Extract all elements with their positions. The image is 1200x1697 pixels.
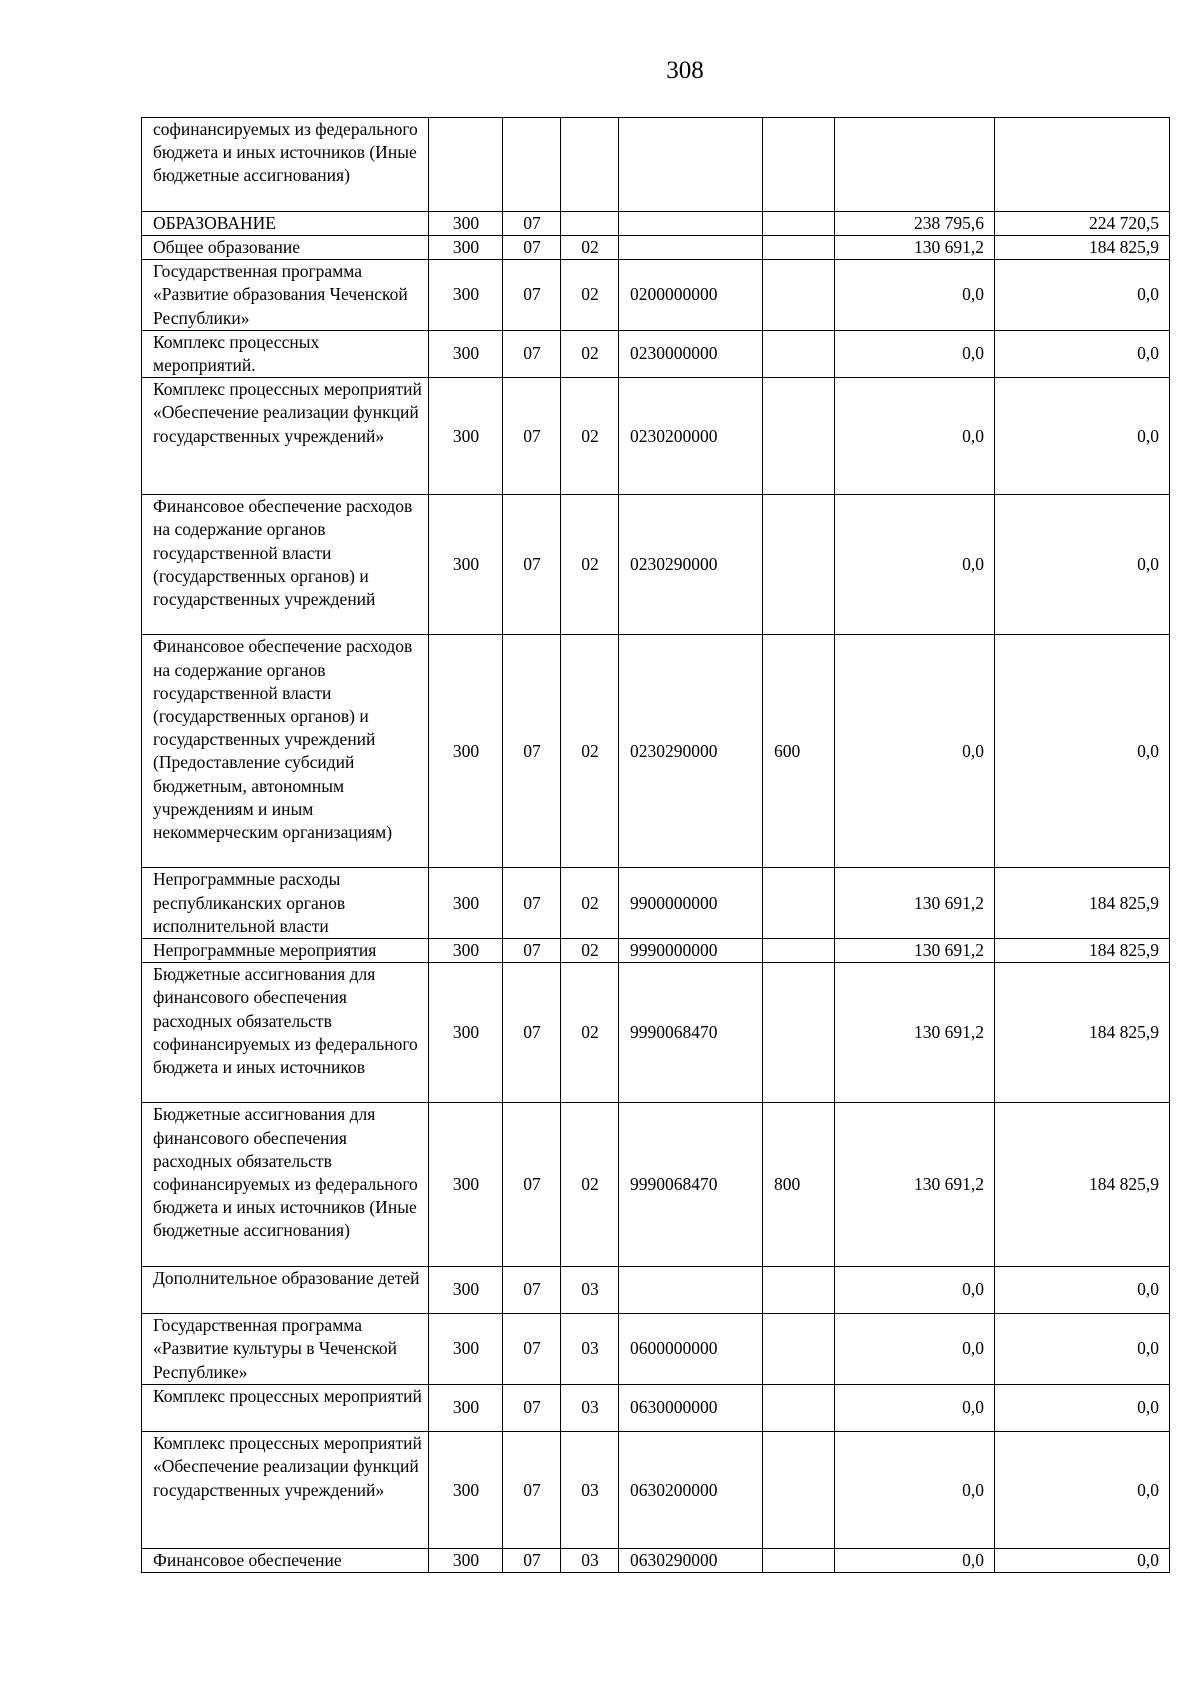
page-number: 308	[666, 57, 704, 84]
row-amount-2: 184 825,9	[995, 1103, 1170, 1266]
row-section-code: 07	[503, 236, 561, 260]
row-name: Непрограммные мероприятия	[142, 939, 429, 963]
table-row	[142, 868, 1170, 939]
row-subsection-code: 03	[561, 1266, 619, 1313]
row-name: Комплекс процессных мероприятий «Обеспечение реализации функций государственных учреждений»	[142, 1432, 429, 1549]
row-amount-1: 0,0	[835, 495, 995, 635]
row-subsection-code: 02	[561, 939, 619, 963]
row-admin-code: 300	[429, 1266, 503, 1313]
row-name: софинансируемых из федерального бюджета и иных источников (Иные бюджетные ассигнования)	[142, 118, 429, 212]
row-target-article: 0230290000	[619, 495, 763, 635]
row-amount-1: 238 795,6	[835, 211, 995, 235]
row-target-article	[619, 118, 763, 212]
table-row	[142, 1266, 1170, 1313]
row-name: Государственная программа «Развитие культуры в Чеченской Республике»	[142, 1314, 429, 1385]
row-section-code: 07	[503, 330, 561, 377]
row-subsection-code: 02	[561, 236, 619, 260]
table-row	[142, 495, 1170, 635]
row-expense-type	[763, 236, 835, 260]
row-amount-1: 0,0	[835, 260, 995, 331]
row-subsection-code: 03	[561, 1384, 619, 1431]
row-expense-type	[763, 330, 835, 377]
row-amount-2: 0,0	[995, 1266, 1170, 1313]
row-amount-2: 0,0	[995, 260, 1170, 331]
row-expense-type	[763, 1266, 835, 1313]
table-row	[142, 1103, 1170, 1266]
table-row	[142, 1384, 1170, 1431]
row-amount-2: 0,0	[995, 330, 1170, 377]
row-amount-2: 0,0	[995, 378, 1170, 495]
row-section-code: 07	[503, 1266, 561, 1313]
row-section-code: 07	[503, 1314, 561, 1385]
row-admin-code: 300	[429, 1314, 503, 1385]
row-admin-code: 300	[429, 211, 503, 235]
row-admin-code: 300	[429, 495, 503, 635]
row-amount-2: 184 825,9	[995, 963, 1170, 1103]
table-row	[142, 963, 1170, 1103]
row-subsection-code: 03	[561, 1314, 619, 1385]
budget-table	[141, 117, 1170, 1573]
row-name: Бюджетные ассигнования для финансового обеспечения расходных обязательств софинансируемых из федерального бюджета и иных источников (Иные бюджетные ассигнования)	[142, 1103, 429, 1266]
table-row	[142, 1549, 1170, 1573]
row-name: Комплекс процессных мероприятий	[142, 1384, 429, 1431]
table-row	[142, 260, 1170, 331]
row-amount-1: 0,0	[835, 1549, 995, 1573]
row-admin-code	[429, 118, 503, 212]
table-row	[142, 635, 1170, 868]
row-expense-type	[763, 1432, 835, 1549]
row-subsection-code	[561, 211, 619, 235]
row-subsection-code: 02	[561, 330, 619, 377]
row-expense-type	[763, 1549, 835, 1573]
row-amount-2	[995, 118, 1170, 212]
row-subsection-code: 02	[561, 1103, 619, 1266]
row-subsection-code	[561, 118, 619, 212]
row-amount-2: 0,0	[995, 1432, 1170, 1549]
row-amount-1: 0,0	[835, 635, 995, 868]
row-expense-type	[763, 963, 835, 1103]
row-target-article: 9990068470	[619, 1103, 763, 1266]
row-target-article: 0630000000	[619, 1384, 763, 1431]
row-amount-1: 130 691,2	[835, 868, 995, 939]
row-name: ОБРАЗОВАНИЕ	[142, 211, 429, 235]
table-row	[142, 118, 1170, 212]
row-target-article: 0200000000	[619, 260, 763, 331]
row-subsection-code: 02	[561, 495, 619, 635]
row-admin-code: 300	[429, 260, 503, 331]
row-expense-type	[763, 939, 835, 963]
row-admin-code: 300	[429, 868, 503, 939]
table-row	[142, 1432, 1170, 1549]
row-name: Финансовое обеспечение расходов на содержание органов государственной власти (государственных органов) и государственных учреждений	[142, 495, 429, 635]
row-subsection-code: 03	[561, 1432, 619, 1549]
row-amount-1: 0,0	[835, 1266, 995, 1313]
row-amount-2: 184 825,9	[995, 236, 1170, 260]
row-name: Комплекс процессных мероприятий «Обеспечение реализации функций государственных учреждений»	[142, 378, 429, 495]
row-amount-1: 0,0	[835, 378, 995, 495]
row-target-article: 0630200000	[619, 1432, 763, 1549]
row-amount-2: 184 825,9	[995, 868, 1170, 939]
row-target-article: 9990000000	[619, 939, 763, 963]
row-subsection-code: 02	[561, 963, 619, 1103]
row-amount-2: 0,0	[995, 635, 1170, 868]
row-amount-1: 0,0	[835, 1314, 995, 1385]
row-admin-code: 300	[429, 236, 503, 260]
row-name: Непрограммные расходы республиканских органов исполнительной власти	[142, 868, 429, 939]
row-admin-code: 300	[429, 1384, 503, 1431]
row-admin-code: 300	[429, 1549, 503, 1573]
row-expense-type	[763, 1384, 835, 1431]
row-target-article: 9990068470	[619, 963, 763, 1103]
table-row	[142, 236, 1170, 260]
row-subsection-code: 02	[561, 868, 619, 939]
row-section-code: 07	[503, 378, 561, 495]
row-expense-type: 800	[763, 1103, 835, 1266]
row-target-article: 0630290000	[619, 1549, 763, 1573]
row-section-code: 07	[503, 939, 561, 963]
row-target-article: 0230000000	[619, 330, 763, 377]
row-name: Финансовое обеспечение расходов на содержание органов государственной власти (государственных органов) и государственных учреждений (Предоставление субсидий бюджетным, автономным учреждениям и иным некоммерческим организациям)	[142, 635, 429, 868]
row-target-article	[619, 236, 763, 260]
row-admin-code: 300	[429, 1103, 503, 1266]
row-subsection-code: 02	[561, 260, 619, 331]
table-row	[142, 1314, 1170, 1385]
row-expense-type	[763, 260, 835, 331]
row-subsection-code: 02	[561, 635, 619, 868]
row-section-code: 07	[503, 1103, 561, 1266]
row-section-code: 07	[503, 211, 561, 235]
row-section-code: 07	[503, 495, 561, 635]
row-amount-2: 184 825,9	[995, 939, 1170, 963]
row-amount-1	[835, 118, 995, 212]
row-expense-type: 600	[763, 635, 835, 868]
row-target-article	[619, 1266, 763, 1313]
row-amount-1: 130 691,2	[835, 939, 995, 963]
table-row	[142, 211, 1170, 235]
row-name: Финансовое обеспечение	[142, 1549, 429, 1573]
row-target-article: 0230200000	[619, 378, 763, 495]
row-section-code	[503, 118, 561, 212]
row-admin-code: 300	[429, 378, 503, 495]
row-expense-type	[763, 378, 835, 495]
row-expense-type	[763, 1314, 835, 1385]
row-amount-2: 0,0	[995, 1384, 1170, 1431]
row-section-code: 07	[503, 1384, 561, 1431]
row-section-code: 07	[503, 635, 561, 868]
row-amount-1: 0,0	[835, 1432, 995, 1549]
row-amount-2: 0,0	[995, 495, 1170, 635]
row-name: Общее образование	[142, 236, 429, 260]
row-section-code: 07	[503, 260, 561, 331]
row-admin-code: 300	[429, 330, 503, 377]
row-amount-2: 0,0	[995, 1314, 1170, 1385]
row-admin-code: 300	[429, 1432, 503, 1549]
row-target-article: 9900000000	[619, 868, 763, 939]
row-expense-type	[763, 495, 835, 635]
row-expense-type	[763, 118, 835, 212]
row-amount-2: 224 720,5	[995, 211, 1170, 235]
row-amount-1: 130 691,2	[835, 236, 995, 260]
row-amount-1: 130 691,2	[835, 963, 995, 1103]
row-admin-code: 300	[429, 939, 503, 963]
row-section-code: 07	[503, 868, 561, 939]
row-admin-code: 300	[429, 635, 503, 868]
table-row	[142, 378, 1170, 495]
table-row	[142, 939, 1170, 963]
row-target-article: 0230290000	[619, 635, 763, 868]
row-amount-1: 0,0	[835, 330, 995, 377]
row-target-article: 0600000000	[619, 1314, 763, 1385]
row-subsection-code: 02	[561, 378, 619, 495]
row-amount-1: 0,0	[835, 1384, 995, 1431]
table-row	[142, 330, 1170, 377]
row-amount-1: 130 691,2	[835, 1103, 995, 1266]
row-name: Дополнительное образование детей	[142, 1266, 429, 1313]
row-name: Государственная программа «Развитие образования Чеченской Республики»	[142, 260, 429, 331]
row-name: Комплекс процессных мероприятий.	[142, 330, 429, 377]
row-section-code: 07	[503, 1432, 561, 1549]
row-admin-code: 300	[429, 963, 503, 1103]
row-section-code: 07	[503, 1549, 561, 1573]
row-target-article	[619, 211, 763, 235]
row-expense-type	[763, 211, 835, 235]
row-name: Бюджетные ассигнования для финансового обеспечения расходных обязательств софинансируемых из федерального бюджета и иных источников	[142, 963, 429, 1103]
row-section-code: 07	[503, 963, 561, 1103]
row-amount-2: 0,0	[995, 1549, 1170, 1573]
row-subsection-code: 03	[561, 1549, 619, 1573]
row-expense-type	[763, 868, 835, 939]
